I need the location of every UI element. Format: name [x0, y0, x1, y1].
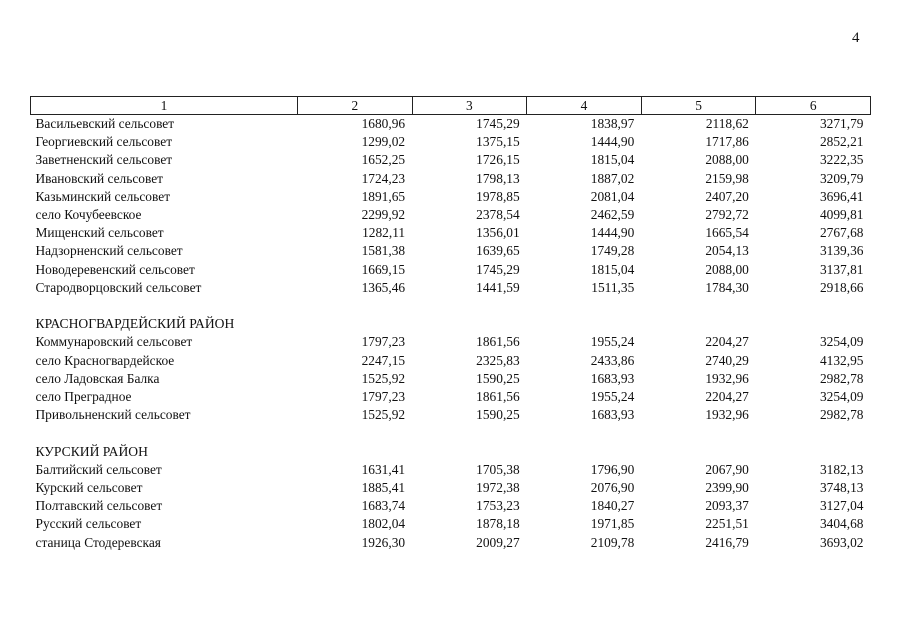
value-cell: 3748,13 [819, 480, 864, 496]
value-cell: 1797,23 [361, 389, 406, 405]
settlement-name: Ивановский сельсовет [35, 170, 164, 186]
column-header-row [31, 97, 871, 115]
table-row [31, 461, 871, 479]
section-spacer [31, 297, 871, 315]
value-cell: 2462,59 [590, 207, 635, 223]
table-row [31, 370, 871, 388]
value-cell: 1838,97 [590, 116, 635, 131]
value-cell: 2299,92 [361, 207, 406, 223]
value-cell: 2081,04 [590, 188, 635, 204]
value-cell: 1631,41 [361, 461, 406, 477]
value-cell: 1840,27 [590, 498, 635, 514]
settlement-name: Казьминский сельсовет [35, 188, 171, 204]
settlement-name: Полтавский сельсовет [35, 498, 163, 514]
table-row [31, 406, 871, 424]
value-cell: 3209,79 [819, 170, 864, 186]
value-cell: 2416,79 [705, 534, 749, 550]
value-cell: 1745,29 [476, 261, 520, 277]
table-row [31, 261, 871, 279]
value-cell: 1726,15 [476, 152, 520, 168]
value-cell: 2076,90 [590, 480, 635, 496]
value-cell: 3254,09 [819, 389, 864, 405]
value-cell: 2088,00 [705, 152, 749, 168]
table-row [31, 115, 871, 134]
column-header: 6 [756, 97, 871, 115]
value-cell: 2378,54 [476, 207, 520, 223]
value-cell: 3404,68 [819, 516, 864, 532]
value-cell: 1955,24 [590, 389, 635, 405]
settlement-name: Русский сельсовет [35, 516, 142, 532]
settlement-name: село Ладовская Балка [35, 370, 160, 386]
value-cell: 1717,86 [705, 134, 749, 150]
value-cell: 1683,93 [590, 370, 635, 386]
value-cell: 2325,83 [476, 352, 520, 368]
value-cell: 1705,38 [476, 461, 520, 477]
value-cell: 1745,29 [476, 116, 520, 131]
value-cell: 1590,25 [476, 370, 520, 386]
section-spacer [31, 424, 871, 442]
value-cell: 1299,02 [361, 134, 406, 150]
value-cell: 3271,79 [819, 116, 864, 131]
table-row [31, 206, 871, 224]
value-cell: 2159,98 [705, 170, 749, 186]
value-cell: 1815,04 [590, 152, 635, 168]
value-cell: 3127,04 [819, 498, 864, 514]
value-cell: 1652,25 [361, 152, 406, 168]
settlement-name: Георгиевский сельсовет [35, 134, 173, 150]
value-cell: 2767,68 [819, 225, 864, 241]
value-cell: 2982,78 [819, 407, 864, 423]
value-cell: 1955,24 [590, 334, 635, 350]
value-cell: 1798,13 [476, 170, 520, 186]
table-row [31, 224, 871, 242]
value-cell: 1444,90 [590, 225, 635, 241]
value-cell: 1971,85 [590, 516, 635, 532]
column-header: 1 [31, 97, 298, 115]
value-cell: 1972,38 [476, 480, 520, 496]
table-row [31, 497, 871, 515]
value-cell: 2118,62 [705, 116, 749, 131]
page-number: 4 [852, 30, 860, 46]
district-heading: КРАСНОГВАРДЕЙСКИЙ РАЙОН [35, 316, 235, 332]
district-heading-row [31, 315, 871, 333]
value-cell: 1639,65 [476, 243, 520, 259]
table-row [31, 534, 871, 552]
value-cell: 2251,51 [705, 516, 749, 532]
value-cell: 1525,92 [361, 407, 406, 423]
value-cell: 1444,90 [590, 134, 635, 150]
value-cell: 1797,23 [361, 334, 406, 350]
settlement-name: село Преградное [35, 389, 132, 405]
district-heading-row [31, 443, 871, 461]
settlement-name: Васильевский сельсовет [35, 116, 175, 131]
value-cell: 1802,04 [361, 516, 406, 532]
value-cell: 1753,23 [476, 498, 520, 514]
value-cell: 2740,29 [705, 352, 749, 368]
value-cell: 2088,00 [705, 261, 749, 277]
settlement-name: Коммунаровский сельсовет [35, 334, 193, 350]
column-header: 4 [527, 97, 642, 115]
value-cell: 1749,28 [590, 243, 635, 259]
value-cell: 3254,09 [819, 334, 864, 350]
value-cell: 1878,18 [476, 516, 520, 532]
value-cell: 2067,90 [705, 461, 749, 477]
settlement-name: Курский сельсовет [35, 480, 143, 496]
table-row [31, 133, 871, 151]
value-cell: 2433,86 [590, 352, 635, 368]
value-cell: 1784,30 [705, 279, 749, 295]
table-row [31, 352, 871, 370]
value-cell: 1511,35 [591, 279, 635, 295]
settlement-name: Привольненский сельсовет [35, 407, 191, 423]
table-row [31, 188, 871, 206]
value-cell: 1978,85 [476, 188, 520, 204]
table-row [31, 242, 871, 260]
value-cell: 1861,56 [476, 334, 520, 350]
value-cell: 2204,27 [705, 334, 749, 350]
value-cell: 1669,15 [361, 261, 406, 277]
table-row [31, 388, 871, 406]
value-cell: 2918,66 [819, 279, 864, 295]
value-cell: 1926,30 [361, 534, 406, 550]
value-cell: 3182,13 [819, 461, 864, 477]
value-cell: 2054,13 [705, 243, 749, 259]
value-cell: 3139,36 [819, 243, 864, 259]
value-cell: 2792,72 [705, 207, 749, 223]
settlement-name: Надзорненский сельсовет [35, 243, 183, 259]
table-row [31, 279, 871, 297]
value-cell: 1683,74 [361, 498, 406, 514]
value-cell: 1375,15 [476, 134, 520, 150]
value-cell: 1680,96 [361, 116, 406, 131]
value-cell: 1861,56 [476, 389, 520, 405]
value-cell: 4099,81 [819, 207, 864, 223]
value-cell: 1525,92 [361, 370, 406, 386]
value-cell: 1282,11 [362, 225, 406, 241]
settlement-name: село Красногвардейское [35, 352, 175, 368]
value-cell: 1891,65 [361, 188, 406, 204]
table-row [31, 170, 871, 188]
column-header: 3 [412, 97, 527, 115]
settlement-name: Мищенский сельсовет [35, 225, 164, 241]
district-heading: КУРСКИЙ РАЙОН [35, 443, 148, 459]
value-cell: 1724,23 [361, 170, 406, 186]
settlement-name: станица Стодеревская [35, 534, 161, 550]
value-cell: 2399,90 [705, 480, 749, 496]
value-cell: 1796,90 [590, 461, 635, 477]
value-cell: 1932,96 [705, 407, 749, 423]
value-cell: 2109,78 [590, 534, 635, 550]
value-cell: 1365,46 [361, 279, 406, 295]
value-cell: 3222,35 [819, 152, 864, 168]
value-cell: 2407,20 [705, 188, 749, 204]
value-cell: 2204,27 [705, 389, 749, 405]
table-row [31, 515, 871, 533]
value-cell: 1441,59 [476, 279, 520, 295]
column-header: 5 [641, 97, 756, 115]
table-row [31, 333, 871, 351]
value-cell: 3693,02 [819, 534, 864, 550]
value-cell: 4132,95 [819, 352, 864, 368]
settlement-name: село Кочубеевское [35, 207, 142, 223]
tariff-table [30, 96, 871, 552]
value-cell: 1581,38 [361, 243, 406, 259]
value-cell: 1683,93 [590, 407, 635, 423]
value-cell: 1665,54 [705, 225, 749, 241]
value-cell: 1885,41 [361, 480, 406, 496]
value-cell: 3137,81 [819, 261, 864, 277]
value-cell: 2247,15 [361, 352, 406, 368]
table-body [31, 115, 871, 552]
value-cell: 2093,37 [705, 498, 749, 514]
value-cell: 1356,01 [476, 225, 520, 241]
value-cell: 3696,41 [819, 188, 864, 204]
value-cell: 2982,78 [819, 370, 864, 386]
value-cell: 1590,25 [476, 407, 520, 423]
column-header: 2 [298, 97, 413, 115]
table-row [31, 479, 871, 497]
table-row [31, 151, 871, 169]
settlement-name: Балтийский сельсовет [35, 461, 162, 477]
value-cell: 1815,04 [590, 261, 635, 277]
settlement-name: Новодеревенский сельсовет [35, 261, 195, 277]
value-cell: 2852,21 [819, 134, 864, 150]
settlement-name: Стародворцовский сельсовет [35, 279, 202, 295]
value-cell: 2009,27 [476, 534, 520, 550]
value-cell: 1887,02 [590, 170, 635, 186]
settlement-name: Заветненский сельсовет [35, 152, 173, 168]
value-cell: 1932,96 [705, 370, 749, 386]
